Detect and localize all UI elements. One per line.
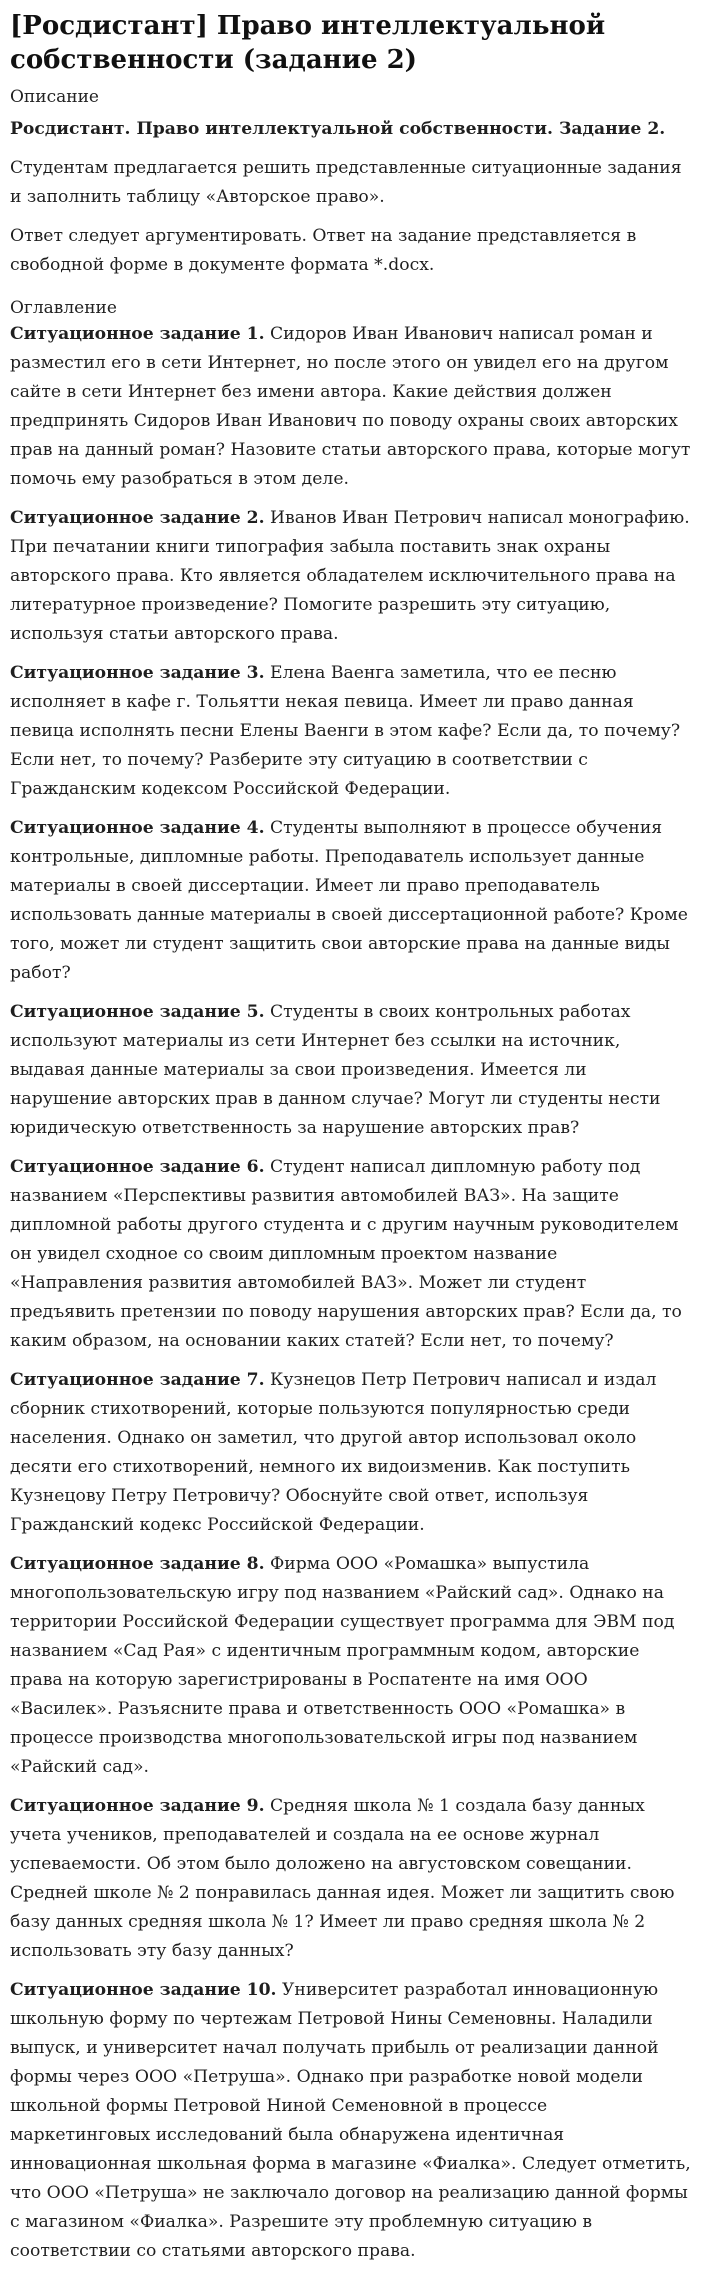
task-text: Кузнецов Петр Петрович написал и издал сборник стихотворений, которые пользуются популярностью среди населения. Однако он заметил, что другой автор использовал около десяти его стихотворений, немного их видоизменив. Как поступить Кузнецову Петру Петровичу? Обоснуйте свой ответ, используя Гражданский кодекс Российской Федерации. (10, 1370, 657, 1535)
task-10 (10, 1976, 691, 2266)
task-label: Ситуационное задание 4. (10, 818, 265, 838)
task-6 (10, 1153, 691, 1356)
task-text: Студенты в своих контрольных работах используют материалы из сети Интернет без ссылки на источник, выдавая данные материалы за свои произведения. Имеется ли нарушение авторских прав в данном случае? Могут ли студенты нести юридическую ответственность за нарушение авторских прав? (10, 1002, 661, 1138)
description-label: Описание (10, 87, 99, 107)
task-label: Ситуационное задание 7. (10, 1370, 265, 1390)
task-7 (10, 1366, 691, 1540)
task-1 (10, 320, 691, 494)
intro-paragraph-1: Студентам предлагается решить представленные ситуационные задания и заполнить таблицу «Авторское право». (10, 158, 682, 207)
task-4 (10, 814, 691, 988)
task-label: Ситуационное задание 10. (10, 1980, 277, 2000)
task-text: Сидоров Иван Иванович написал роман и разместил его в сети Интернет, но после этого он увидел его на другом сайте в сети Интернет без имени автора. Какие действия должен предпринять Сидоров Иван Иванович по поводу охраны своих авторских прав на данный роман? Назовите статьи авторского права, которые могут помочь ему разобраться в этом деле. (10, 324, 691, 489)
task-label: Ситуационное задание 6. (10, 1157, 265, 1177)
task-text: Университет разработал инновационную школьную форму по чертежам Петровой Нины Семеновны. Наладили выпуск, и университет начал получать прибыль от реализации данной формы через ООО «Петруша». Однако при разработке новой модели школьной формы Петровой Ниной Семеновной в процессе маркетинговых исследований была обнаружена идентичная инновационная школьная форма в магазине «Фиалка». Следует отметить, что ООО «Петруша» не заключало договор на реализацию данной формы с магазином «Фиалка». Разрешите эту проблемную ситуацию в соответствии со статьями авторского права. (10, 1980, 691, 2261)
task-9 (10, 1792, 691, 1966)
page-title: [Росдистант] Право интеллектуальной собственности (задание 2) (10, 11, 606, 75)
task-label: Ситуационное задание 3. (10, 663, 265, 683)
task-label: Ситуационное задание 2. (10, 508, 265, 528)
intro-paragraph-2: Ответ следует аргументировать. Ответ на задание представляется в свободной форме в документе формата *.docx. (10, 226, 637, 275)
task-text: Иванов Иван Петрович написал монографию. При печатании книги типография забыла поставить знак охраны авторского права. Кто является обладателем исключительного права на литературное произведение? Помогите разрешить эту ситуацию, используя статьи авторского права. (10, 508, 690, 644)
task-label: Ситуационное задание 1. (10, 324, 265, 344)
task-label: Ситуационное задание 9. (10, 1796, 265, 1816)
task-list (10, 320, 691, 2266)
task-label: Ситуационное задание 5. (10, 1002, 265, 1022)
task-3 (10, 659, 691, 804)
task-text: Студенты выполняют в процессе обучения контрольные, дипломные работы. Преподаватель использует данные материалы в своей диссертации. Имеет ли право преподаватель использовать данные материалы в своей диссертационной работе? Кроме того, может ли студент защитить свои авторские права на данные виды работ? (10, 818, 688, 983)
task-text: Студент написал дипломную работу под названием «Перспективы развития автомобилей ВАЗ». На защите дипломной работы другого студента и с другим научным руководителем он увидел сходное со своим дипломным проектом название «Направления развития автомобилей ВАЗ». Может ли студент предъявить претензии по поводу нарушения авторских прав? Если да, то каким образом, на основании каких статей? Если нет, то почему? (10, 1157, 682, 1351)
toc-label: Оглавление (10, 298, 117, 318)
task-5 (10, 998, 691, 1143)
task-text: Елена Ваенга заметила, что ее песню исполняет в кафе г. Тольятти некая певица. Имеет ли право данная певица исполнять песни Елены Ваенги в этом кафе? Если да, то почему? Если нет, то почему? Разберите эту ситуацию в соответствии с Гражданским кодексом Российской Федерации. (10, 663, 681, 799)
task-label: Ситуационное задание 8. (10, 1554, 265, 1574)
document-subtitle: Росдистант. Право интеллектуальной собственности. Задание 2. (10, 119, 666, 139)
task-text: Средняя школа № 1 создала базу данных учета учеников, преподавателей и создала на ее основе журнал успеваемости. Об этом было доложено на августовском совещании. Средней школе № 2 понравилась данная идея. Может ли защитить свою базу данных средняя школа № 1? Имеет ли право средняя школа № 2 использовать эту базу данных? (10, 1796, 675, 1961)
task-text: Фирма ООО «Ромашка» выпустила многопользовательскую игру под названием «Райский сад». Однако на территории Российской Федерации существует программа для ЭВМ под названием «Сад Рая» с идентичным программным кодом, авторские права на которую зарегистрированы в Роспатенте на имя ООО «Василек». Разъясните права и ответственность ООО «Ромашка» в процессе производства многопользовательской игры под названием «Райский сад». (10, 1554, 675, 1777)
task-8 (10, 1550, 691, 1782)
task-2 (10, 504, 691, 649)
